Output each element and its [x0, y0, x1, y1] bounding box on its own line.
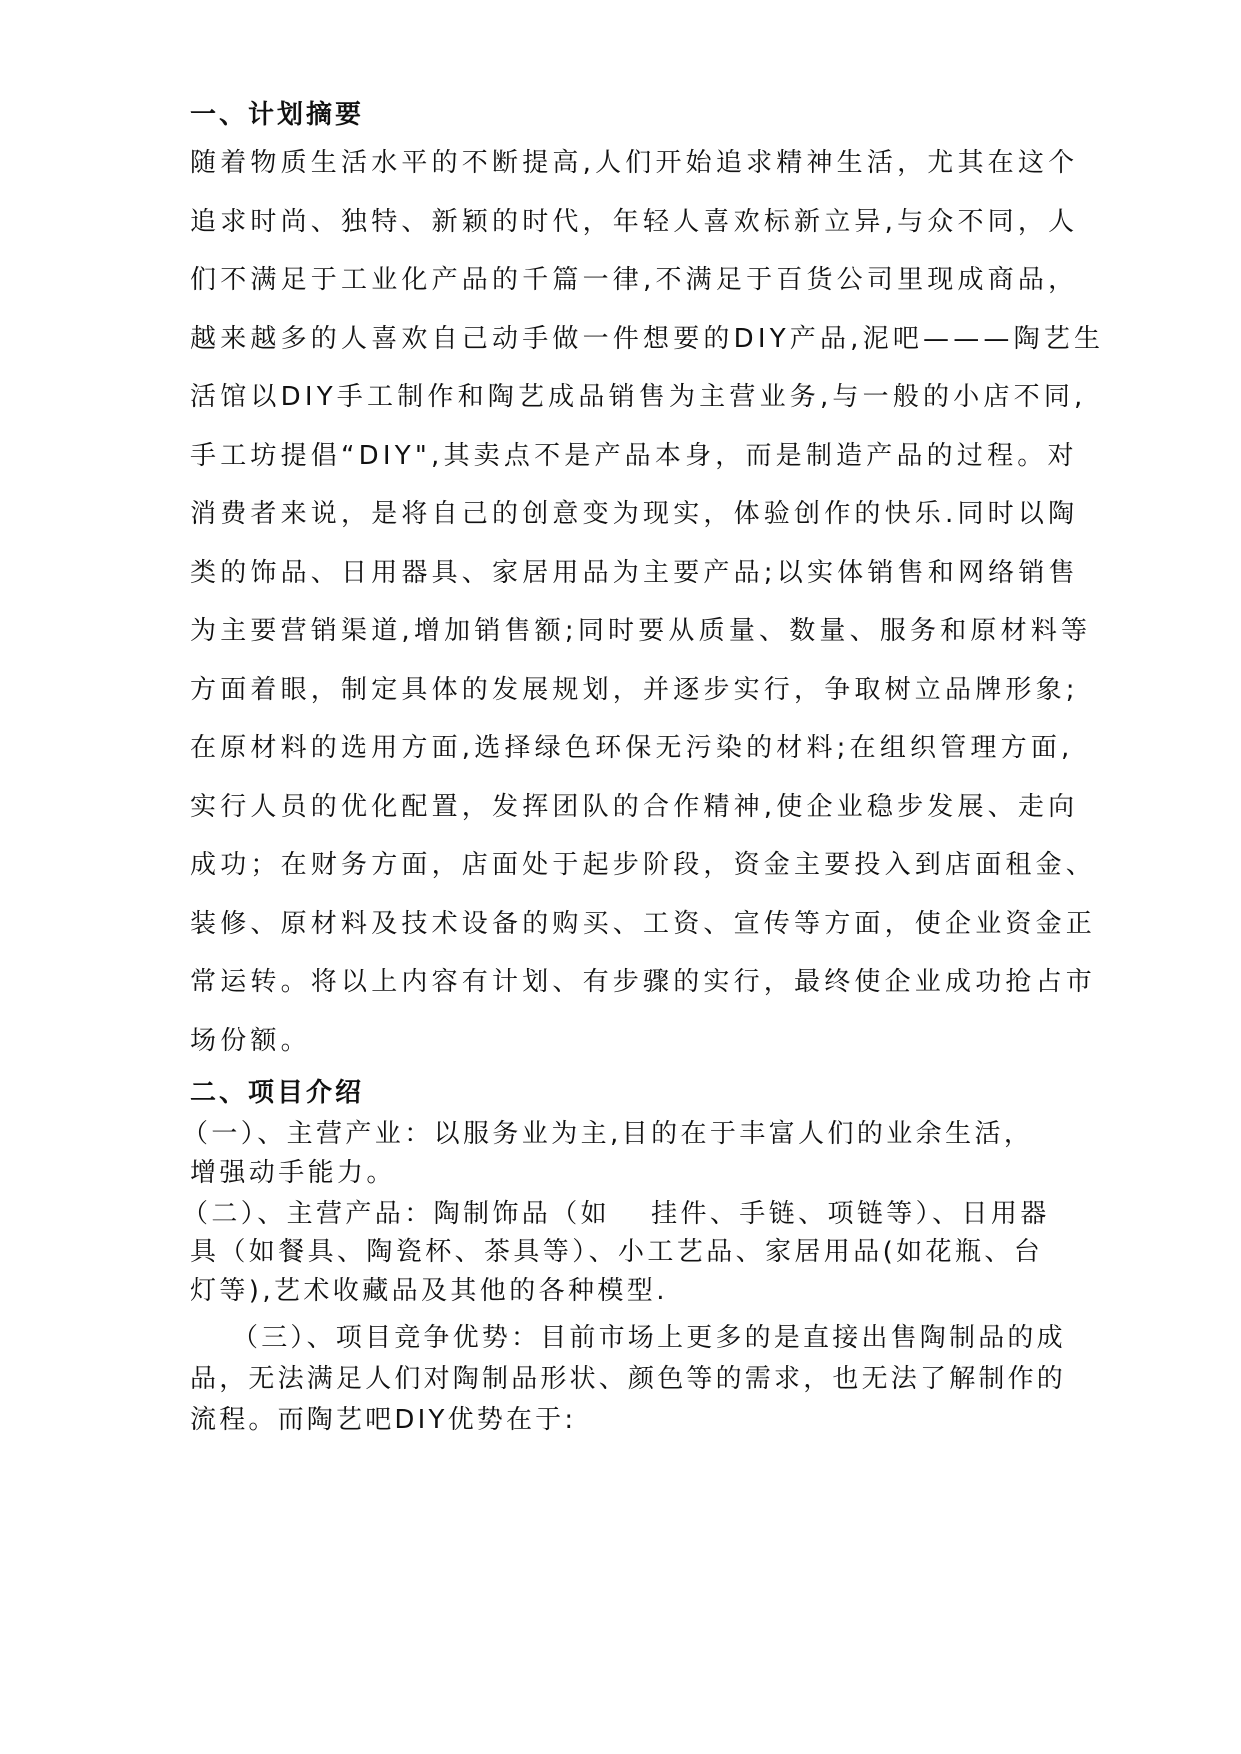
summary-line-11: 在原材料的选用方面,选择绿色环保无污染的材料;在组织管理方面,	[190, 733, 1074, 763]
summary-line-3: 们不满足于工业化产品的千篇一律,不满足于百货公司里现成商品，	[190, 265, 1079, 295]
summary-line-15: 常运转。将以上内容有计划、有步骤的实行，最终使企业成功抢占市	[190, 967, 1097, 997]
summary-line-9: 为主要营销渠道,增加销售额;同时要从质量、数量、服务和原材料等	[190, 616, 1092, 646]
summary-line-8: 类的饰品、日用器具、家居用品为主要产品;以实体销售和网络销售	[190, 558, 1079, 588]
summary-line-4: 越来越多的人喜欢自己动手做一件想要的DIY产品,泥吧———陶艺生	[190, 324, 1105, 354]
section-heading-summary: 一、计划摘要	[190, 100, 365, 130]
item2-line-3: 灯等),艺术收藏品及其他的各种模型.	[190, 1276, 668, 1306]
item3-line-2: 品，无法满足人们对陶制品形状、颜色等的需求，也无法了解制作的	[190, 1364, 1067, 1394]
item2-line-1: （二）、主营产品：陶制饰品（如 挂件、手链、项链等）、日用器	[182, 1199, 1050, 1229]
item2-line-2: 具（如餐具、陶瓷杯、茶具等）、小工艺品、家居用品(如花瓶、台	[190, 1237, 1044, 1267]
summary-line-10: 方面着眼，制定具体的发展规划，并逐步实行，争取树立品牌形象;	[190, 675, 1079, 705]
summary-line-2: 追求时尚、独特、新颖的时代，年轻人喜欢标新立异,与众不同，人	[190, 207, 1079, 237]
summary-line-6: 手工坊提倡“DIY",其卖点不是产品本身，而是制造产品的过程。对	[190, 441, 1078, 471]
summary-line-16: 场份额。	[190, 1026, 311, 1056]
section-heading-project: 二、项目介绍	[190, 1078, 365, 1108]
summary-line-14: 装修、原材料及技术设备的购买、工资、宣传等方面，使企业资金正	[190, 909, 1097, 939]
item3-line-1: （三）、项目竞争优势：目前市场上更多的是直接出售陶制品的成	[232, 1323, 1066, 1353]
summary-line-12: 实行人员的优化配置，发挥团队的合作精神,使企业稳步发展、走向	[190, 792, 1079, 822]
summary-line-13: 成功；在财务方面，店面处于起步阶段，资金主要投入到店面租金、	[190, 850, 1097, 880]
item1-line-1: （一）、主营产业：以服务业为主,目的在于丰富人们的业余生活，	[182, 1119, 1034, 1149]
item1-line-2: 增强动手能力。	[190, 1158, 396, 1188]
item3-line-3: 流程。而陶艺吧DIY优势在于:	[190, 1405, 577, 1435]
summary-line-1: 随着物质生活水平的不断提高,人们开始追求精神生活，尤其在这个	[190, 148, 1079, 178]
summary-line-5: 活馆以DIY手工制作和陶艺成品销售为主营业务,与一般的小店不同,	[190, 382, 1087, 412]
summary-line-7: 消费者来说，是将自己的创意变为现实，体验创作的快乐.同时以陶	[190, 499, 1079, 529]
